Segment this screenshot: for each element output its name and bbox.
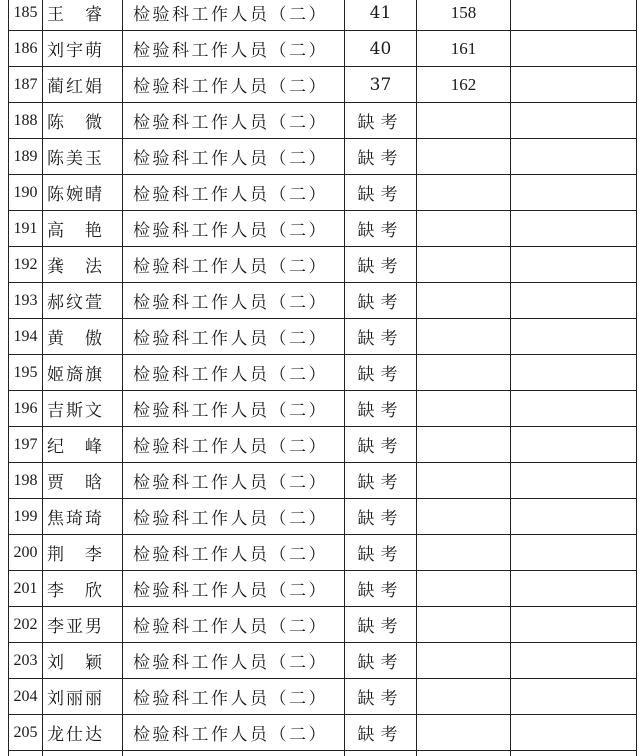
note-cell: [511, 211, 637, 247]
exam-score: [345, 751, 417, 756]
row-number: 200: [9, 535, 43, 571]
candidate-name: 龚 法: [43, 247, 123, 283]
exam-score: 缺考: [345, 319, 417, 355]
note-cell: [511, 67, 637, 103]
candidate-name: 荆 李: [43, 535, 123, 571]
row-number: [9, 751, 43, 756]
row-number: 192: [9, 247, 43, 283]
candidate-name: 黄 傲: [43, 319, 123, 355]
table-row: [9, 175, 637, 211]
note-cell: [511, 499, 637, 535]
note-cell: [511, 283, 637, 319]
note-cell: [511, 319, 637, 355]
candidate-name: 高 艳: [43, 211, 123, 247]
exam-score: 缺考: [345, 355, 417, 391]
note-cell: [511, 715, 637, 751]
position-name: 检验科工作人员（二）: [123, 283, 345, 319]
candidate-name: 李 欣: [43, 571, 123, 607]
position-name: 检验科工作人员（二）: [123, 67, 345, 103]
table-row: [9, 751, 637, 756]
exam-score: 缺考: [345, 535, 417, 571]
exam-score: 缺考: [345, 283, 417, 319]
exam-score: 缺考: [345, 103, 417, 139]
exam-score: 缺考: [345, 643, 417, 679]
position-name: 检验科工作人员（二）: [123, 607, 345, 643]
row-number: 193: [9, 283, 43, 319]
position-name: 检验科工作人员（二）: [123, 643, 345, 679]
exam-score: 37: [345, 67, 417, 103]
row-number: 205: [9, 715, 43, 751]
table-row: [9, 535, 637, 571]
candidate-name: 王 睿: [43, 0, 123, 31]
rank-value: [417, 319, 511, 355]
candidate-name: [43, 751, 123, 756]
position-name: 检验科工作人员（二）: [123, 427, 345, 463]
note-cell: [511, 427, 637, 463]
exam-score: 缺考: [345, 499, 417, 535]
row-number: 202: [9, 607, 43, 643]
rank-value: 158: [417, 0, 511, 31]
candidate-name: 刘宇萌: [43, 31, 123, 67]
position-name: 检验科工作人员（二）: [123, 463, 345, 499]
table-row: [9, 211, 637, 247]
rank-value: [417, 427, 511, 463]
note-cell: [511, 751, 637, 756]
position-name: 检验科工作人员（二）: [123, 0, 345, 31]
rank-value: [417, 391, 511, 427]
exam-score: 缺考: [345, 607, 417, 643]
position-name: 检验科工作人员（二）: [123, 679, 345, 715]
rank-value: [417, 463, 511, 499]
candidate-name: 蔺红娟: [43, 67, 123, 103]
rank-value: [417, 751, 511, 756]
rank-value: [417, 535, 511, 571]
candidate-name: 刘 颖: [43, 643, 123, 679]
exam-score: 缺考: [345, 139, 417, 175]
candidate-name: 陈 微: [43, 103, 123, 139]
position-name: 检验科工作人员（二）: [123, 391, 345, 427]
table-row: [9, 103, 637, 139]
candidate-name: 吉斯文: [43, 391, 123, 427]
exam-score: 缺考: [345, 715, 417, 751]
position-name: 检验科工作人员（二）: [123, 715, 345, 751]
candidate-name: 陈婉晴: [43, 175, 123, 211]
position-name: 检验科工作人员（二）: [123, 103, 345, 139]
exam-score: 缺考: [345, 463, 417, 499]
note-cell: [511, 535, 637, 571]
note-cell: [511, 679, 637, 715]
rank-value: [417, 355, 511, 391]
row-number: 194: [9, 319, 43, 355]
table-row: [9, 571, 637, 607]
row-number: 203: [9, 643, 43, 679]
table-row: [9, 607, 637, 643]
rank-value: [417, 175, 511, 211]
table-row: [9, 355, 637, 391]
note-cell: [511, 355, 637, 391]
position-name: 检验科工作人员（二）: [123, 319, 345, 355]
row-number: 189: [9, 139, 43, 175]
table-row: [9, 715, 637, 751]
row-number: 195: [9, 355, 43, 391]
row-number: 196: [9, 391, 43, 427]
row-number: 185: [9, 0, 43, 31]
rank-value: [417, 247, 511, 283]
table-row: [9, 499, 637, 535]
rank-value: [417, 139, 511, 175]
candidate-name: 刘丽丽: [43, 679, 123, 715]
rank-value: [417, 211, 511, 247]
position-name: 检验科工作人员（二）: [123, 175, 345, 211]
position-name: 检验科工作人员（二）: [123, 139, 345, 175]
note-cell: [511, 103, 637, 139]
score-table: [8, 0, 637, 756]
table-row: [9, 391, 637, 427]
table-row: [9, 427, 637, 463]
exam-score: 缺考: [345, 571, 417, 607]
table-row: [9, 319, 637, 355]
candidate-name: 龙仕达: [43, 715, 123, 751]
rank-value: 162: [417, 67, 511, 103]
row-number: 199: [9, 499, 43, 535]
exam-score: 缺考: [345, 679, 417, 715]
note-cell: [511, 0, 637, 31]
note-cell: [511, 643, 637, 679]
row-number: 190: [9, 175, 43, 211]
table-row: [9, 0, 637, 31]
candidate-name: 焦琦琦: [43, 499, 123, 535]
table-row: [9, 463, 637, 499]
candidate-name: 陈美玉: [43, 139, 123, 175]
table-row: [9, 139, 637, 175]
exam-score: 缺考: [345, 247, 417, 283]
note-cell: [511, 31, 637, 67]
position-name: [123, 751, 345, 756]
candidate-name: 姬旖旗: [43, 355, 123, 391]
row-number: 187: [9, 67, 43, 103]
rank-value: [417, 283, 511, 319]
table-row: [9, 67, 637, 103]
candidate-name: 郝纹萱: [43, 283, 123, 319]
rank-value: [417, 571, 511, 607]
exam-score: 缺考: [345, 427, 417, 463]
table-row: [9, 643, 637, 679]
row-number: 198: [9, 463, 43, 499]
candidate-name: 李亚男: [43, 607, 123, 643]
position-name: 检验科工作人员（二）: [123, 535, 345, 571]
table-row: [9, 31, 637, 67]
candidate-name: 纪 峰: [43, 427, 123, 463]
rank-value: [417, 499, 511, 535]
row-number: 197: [9, 427, 43, 463]
rank-value: [417, 103, 511, 139]
position-name: 检验科工作人员（二）: [123, 247, 345, 283]
position-name: 检验科工作人员（二）: [123, 499, 345, 535]
position-name: 检验科工作人员（二）: [123, 355, 345, 391]
exam-score: 41: [345, 0, 417, 31]
position-name: 检验科工作人员（二）: [123, 211, 345, 247]
candidate-name: 贾 晗: [43, 463, 123, 499]
rank-value: 161: [417, 31, 511, 67]
table-row: [9, 247, 637, 283]
exam-score: 缺考: [345, 211, 417, 247]
row-number: 186: [9, 31, 43, 67]
row-number: 204: [9, 679, 43, 715]
score-table-body: [9, 0, 637, 756]
row-number: 188: [9, 103, 43, 139]
exam-score: 缺考: [345, 175, 417, 211]
exam-score: 40: [345, 31, 417, 67]
rank-value: [417, 607, 511, 643]
rank-value: [417, 679, 511, 715]
rank-value: [417, 643, 511, 679]
note-cell: [511, 463, 637, 499]
exam-score: 缺考: [345, 391, 417, 427]
note-cell: [511, 607, 637, 643]
table-row: [9, 679, 637, 715]
note-cell: [511, 571, 637, 607]
note-cell: [511, 247, 637, 283]
position-name: 检验科工作人员（二）: [123, 31, 345, 67]
row-number: 201: [9, 571, 43, 607]
note-cell: [511, 139, 637, 175]
table-row: [9, 283, 637, 319]
rank-value: [417, 715, 511, 751]
row-number: 191: [9, 211, 43, 247]
note-cell: [511, 391, 637, 427]
note-cell: [511, 175, 637, 211]
position-name: 检验科工作人员（二）: [123, 571, 345, 607]
